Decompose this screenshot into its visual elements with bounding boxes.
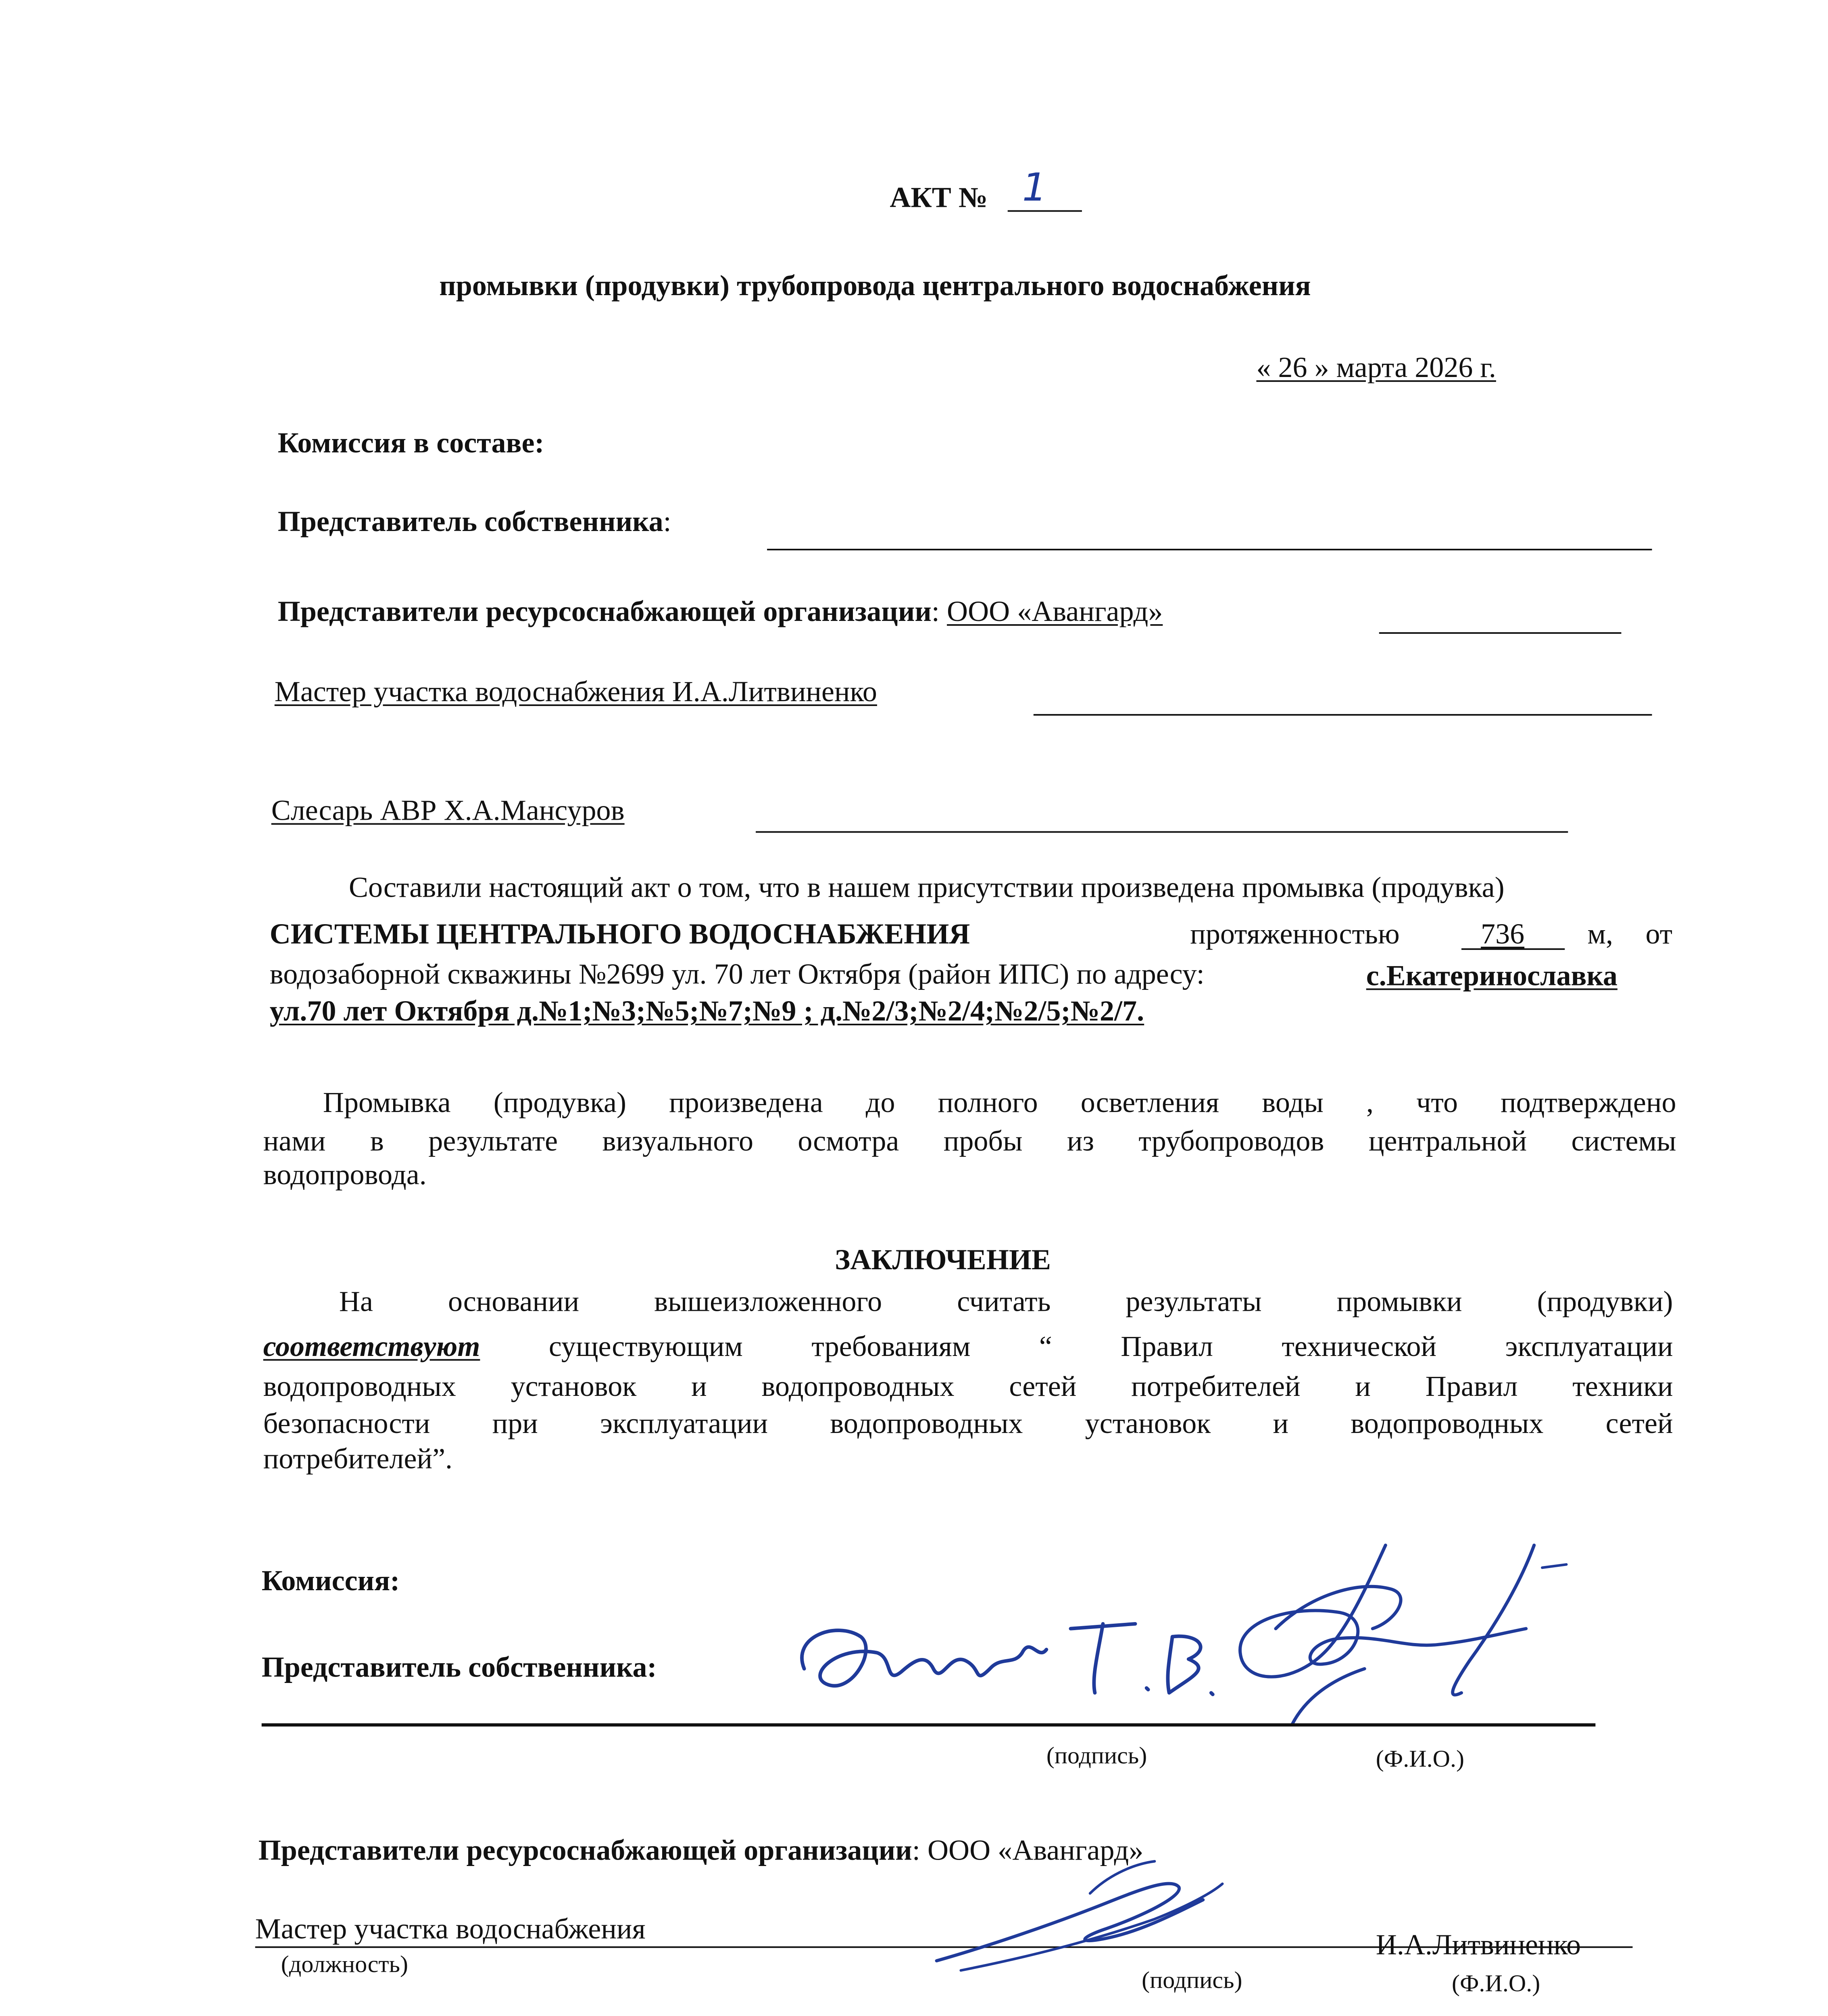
owner-rep-label-text: Представитель собственника: [277, 505, 663, 538]
master-position-caption: (должность): [281, 1953, 409, 1979]
act-date: « 26 » марта 2026 г.: [1256, 351, 1496, 384]
p1-length-rule: [1461, 948, 1565, 950]
owner-sign-caption: (подпись): [1046, 1744, 1147, 1770]
p1-line3-text: водозаборной скважины №2699 ул. 70 лет Октября (район ИПС) по адресу:: [269, 958, 1205, 990]
act-number-handwritten: 1: [1022, 165, 1047, 210]
master-blank: [1034, 714, 1652, 716]
commission-signatures-label: Комиссия:: [261, 1564, 400, 1597]
rso-blank: [1379, 632, 1622, 634]
rso-value: ООО «Авангард»: [947, 595, 1163, 628]
p1-line3: [270, 956, 1205, 992]
conclusion-line2: [263, 1329, 1673, 1364]
p1-address1: с.Екатеринославка: [1366, 959, 1617, 992]
rso-line: [278, 594, 1163, 629]
p1-system: СИСТЕМЫ ЦЕНТРАЛЬНОГО ВОДОСНАБЖЕНИЯ: [269, 918, 970, 950]
act-number-rule: [1008, 210, 1082, 212]
conclusion-heading: ЗАКЛЮЧЕНИЕ: [835, 1243, 1051, 1276]
commission-heading: Комиссия в составе:: [277, 427, 544, 459]
rso-label: Представители ресурсоснабжающей организации: [277, 595, 932, 628]
act-subtitle: промывки (продувки) трубопровода центрального водоснабжения: [439, 269, 1311, 302]
rso-sign-label: Представители ресурсоснабжающей организации: [258, 1834, 912, 1866]
p2-line2-text: нами в результате визуального осмотра пробы из трубопроводов центральной системы: [263, 1125, 1676, 1157]
conclusion-emph: соответствуют: [263, 1330, 480, 1362]
owner-rep-label: [278, 504, 671, 539]
owner-rep-colon: :: [663, 505, 671, 538]
p2-line1: [323, 1085, 1676, 1120]
rso-sign-value: ООО «Авангард»: [927, 1834, 1144, 1866]
master-signature-scribble: [929, 1845, 1236, 1990]
master-fio-caption: (Ф.И.О.): [1451, 1972, 1540, 1998]
p1-line1: Составили настоящий акт о том, что в нашем присутствии произведена промывка (продувка): [348, 871, 1505, 904]
master-line: Мастер участка водоснабжения И.А.Литвиненко: [274, 675, 877, 708]
master-sign-caption: (подпись): [1142, 1968, 1242, 1995]
p1-address2: ул.70 лет Октября д.№1;№3;№5;№7;№9 ; д.№2/3;№2/4;№2/5;№2/7.: [269, 995, 1144, 1027]
p2-line3: водопровода.: [263, 1158, 427, 1191]
p2-line2: [263, 1123, 1676, 1159]
p1-unit: м,: [1587, 918, 1613, 950]
p1-line2: [270, 916, 1680, 952]
conclusion-line5: потребителей”.: [263, 1442, 453, 1475]
p1-length-label: протяженностью: [1190, 918, 1400, 950]
fitter-blank: [756, 831, 1568, 833]
conclusion-line1-text: На основании вышеизложенного считать результаты промывки (продувки): [339, 1285, 1673, 1318]
conclusion-line4: [263, 1406, 1673, 1441]
conclusion-line4-text: безопасности при эксплуатации водопроводных установок и водопроводных сетей: [263, 1407, 1673, 1439]
p1-length: 736: [1481, 918, 1525, 950]
p2-line1-text: Промывка (продувка) произведена до полного осветления воды , что подтверждено: [323, 1086, 1676, 1118]
act-title-prefix: АКТ №: [890, 181, 988, 214]
owner-fio-caption: (Ф.И.О.): [1376, 1747, 1465, 1773]
owner-rep-blank: [767, 549, 1652, 550]
p1-from: от: [1645, 918, 1673, 950]
master-position: Мастер участка водоснабжения: [255, 1912, 646, 1945]
conclusion-line2-rest: существующим требованиям “ Правил технической эксплуатации: [548, 1330, 1673, 1362]
conclusion-line3-text: водопроводных установок и водопроводных сетей потребителей и Правил техники: [263, 1370, 1673, 1403]
act-title: [890, 180, 988, 215]
owner-name-handwriting: [788, 1605, 1224, 1717]
conclusion-line1: [339, 1284, 1673, 1319]
master-name: И.А.Литвиненко: [1376, 1929, 1581, 1961]
owner-signature-scribble: [1227, 1533, 1582, 1741]
fitter-line: Слесарь АВР Х.А.Мансуров: [271, 794, 625, 827]
rso-colon: :: [931, 595, 947, 628]
owner-sign-rule: [262, 1723, 1596, 1727]
rso-sign-colon: :: [912, 1834, 928, 1866]
conclusion-line2-wrap: [263, 1329, 1673, 1364]
owner-sign-label: Представитель собственника:: [261, 1651, 657, 1683]
conclusion-line3: [263, 1369, 1673, 1404]
